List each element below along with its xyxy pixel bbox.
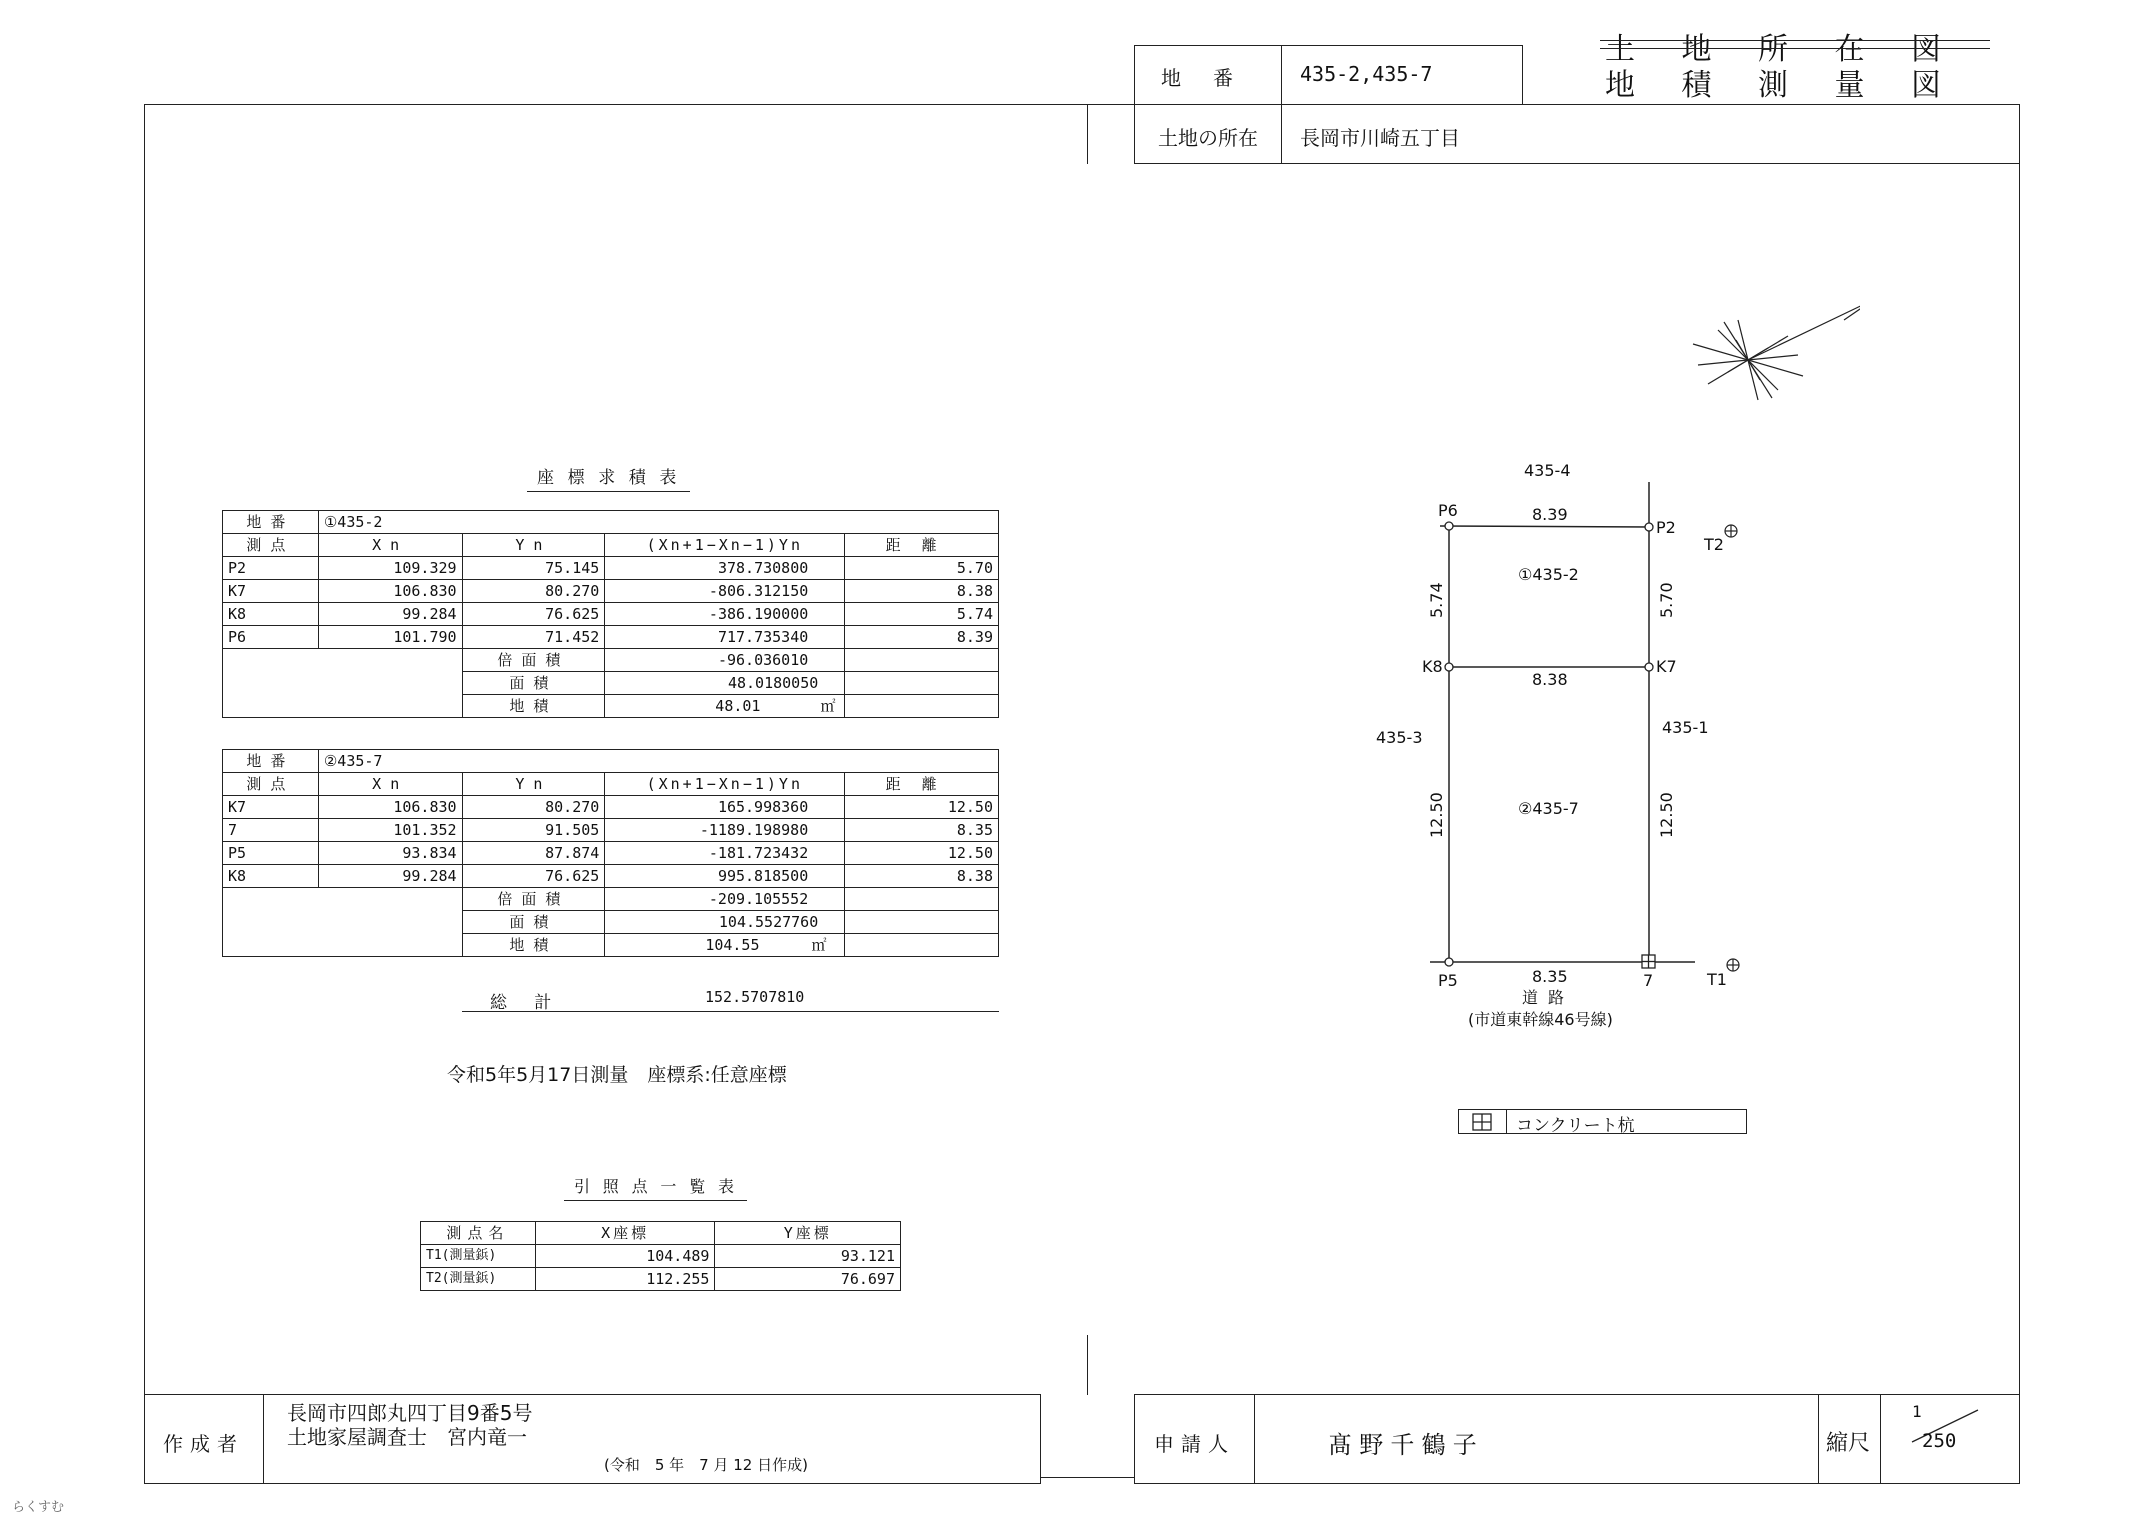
t2-empty — [845, 888, 999, 911]
maker-label: 作成者 — [163, 1432, 244, 1456]
t2-reference-mark-icon — [1725, 525, 1737, 537]
ref-h-name: 測点名 — [421, 1222, 536, 1245]
t2-d: 12.50 — [845, 796, 999, 819]
parcel-2-label: ②435-7 — [1518, 799, 1579, 818]
title-shozaizu: 土地所在図 — [1605, 32, 1988, 67]
maker-box — [144, 1394, 1041, 1484]
t1-v: 717.735340 — [605, 626, 845, 649]
t2-double-area: -209.105552 — [605, 888, 845, 911]
neighbor-left: 435-3 — [1376, 728, 1423, 747]
t1-y: 80.270 — [462, 580, 605, 603]
parcel-1-label: ①435-2 — [1518, 565, 1579, 584]
t2-double-area-label: 倍面積 — [462, 888, 605, 911]
maker-divider — [263, 1394, 264, 1484]
t2-d: 8.38 — [845, 865, 999, 888]
applicant-name: 髙野千鶴子 — [1328, 1431, 1484, 1459]
t1-area: 48.0180050 — [605, 672, 845, 695]
scale-label: 縮尺 — [1826, 1431, 1871, 1456]
t1-h-d: 距離 — [845, 534, 999, 557]
point-k7-marker — [1645, 663, 1653, 671]
t2-chiban-value: ②435-7 — [318, 750, 998, 773]
t1-pt: P2 — [223, 557, 319, 580]
t1-v: 378.730800 — [605, 557, 845, 580]
t1-chiseki: 48.01 — [715, 697, 761, 715]
t1-y: 71.452 — [462, 626, 605, 649]
center-tick-bottom — [1087, 1335, 1088, 1395]
t2-y: 80.270 — [462, 796, 605, 819]
dist-left-lower: 12.50 — [1427, 792, 1446, 838]
dist-mid: 8.38 — [1532, 670, 1568, 689]
ref-point-table — [420, 1221, 901, 1291]
concrete-stake-icon — [1472, 1113, 1492, 1131]
t1-chiseki-label: 地積 — [462, 695, 605, 718]
table-row — [223, 580, 999, 603]
maker-date: (令和 5 年 7 月 12 日作成) — [604, 1456, 808, 1474]
ref-y: 93.121 — [715, 1245, 901, 1268]
t1-pt: K8 — [223, 603, 319, 626]
ref-x: 112.255 — [535, 1268, 715, 1291]
t2-d: 8.35 — [845, 819, 999, 842]
t1-h-pt: 測点 — [223, 534, 319, 557]
coord-table-title: 座標求積表 — [527, 463, 690, 492]
t2-pt: K8 — [223, 865, 319, 888]
t1-chiban-label: 地番 — [223, 511, 319, 534]
t2-h-y: Yn — [462, 773, 605, 796]
t2-area-label: 面積 — [462, 911, 605, 934]
t1-x: 99.284 — [318, 603, 462, 626]
chiban-value: 435-2,435-7 — [1300, 62, 1433, 86]
t2-x: 101.352 — [318, 819, 462, 842]
total-value: 152.5707810 — [705, 988, 805, 1006]
legend-divider — [1506, 1109, 1507, 1134]
survey-note: 令和5年5月17日測量 座標系:任意座標 — [447, 1064, 787, 1086]
t2-pt: P5 — [223, 842, 319, 865]
t2-empty — [845, 934, 999, 957]
t2-pt: 7 — [223, 819, 319, 842]
table-row — [223, 865, 999, 888]
total-label: 総計 — [490, 993, 579, 1013]
t1-d: 8.38 — [845, 580, 999, 603]
t2-v: 995.818500 — [605, 865, 845, 888]
t1-v: -806.312150 — [605, 580, 845, 603]
ref-h-y: Y座標 — [715, 1222, 901, 1245]
t2-y: 76.625 — [462, 865, 605, 888]
north-arrow-icon — [1693, 300, 1860, 400]
scale-divider-1 — [1818, 1394, 1819, 1484]
point-p6-marker — [1445, 522, 1453, 530]
ref-name: T1(測量鋲) — [421, 1245, 536, 1268]
coord-table-1 — [222, 510, 999, 718]
dist-top: 8.39 — [1532, 505, 1568, 524]
t2-y: 91.505 — [462, 819, 605, 842]
ref-y: 76.697 — [715, 1268, 901, 1291]
center-tick-top — [1087, 104, 1088, 164]
neighbor-right: 435-1 — [1662, 718, 1709, 737]
table-row — [421, 1245, 901, 1268]
coord-table-2 — [222, 749, 999, 957]
label-t1: T1 — [1707, 970, 1727, 989]
applicant-divider — [1254, 1394, 1255, 1484]
total-underline — [462, 1011, 999, 1012]
t2-h-v: (Xn+1−Xn−1)Yn — [605, 773, 845, 796]
dist-left-upper: 5.74 — [1427, 582, 1446, 618]
t2-chiseki: 104.55 — [705, 936, 760, 954]
road-name: (市道東幹線46号線) — [1468, 1010, 1613, 1029]
location-value: 長岡市川崎五丁目 — [1300, 126, 1460, 150]
t1-double-area-label: 倍面積 — [462, 649, 605, 672]
maker-address: 長岡市四郎丸四丁目9番5号 — [287, 1401, 533, 1425]
t2-x: 99.284 — [318, 865, 462, 888]
t1-pt: P6 — [223, 626, 319, 649]
t1-empty — [845, 695, 999, 718]
location-divider — [1281, 104, 1282, 164]
t1-d: 5.74 — [845, 603, 999, 626]
t2-y: 87.874 — [462, 842, 605, 865]
t1-d: 5.70 — [845, 557, 999, 580]
title-strike-1 — [1600, 40, 1990, 41]
label-k8: K8 — [1422, 657, 1443, 676]
t1-h-v: (Xn+1−Xn−1)Yn — [605, 534, 845, 557]
table-row — [421, 1268, 901, 1291]
t1-chiseki-cell — [605, 695, 845, 718]
table-row — [223, 626, 999, 649]
title-chiseki: 地積測量図 — [1605, 68, 1988, 103]
t1-double-area: -96.036010 — [605, 649, 845, 672]
table-row — [223, 842, 999, 865]
t1-reference-mark-icon — [1727, 959, 1739, 971]
applicant-box — [1134, 1394, 2020, 1484]
t2-x: 93.834 — [318, 842, 462, 865]
scale-divider-2 — [1880, 1394, 1881, 1484]
point-k8-marker — [1445, 663, 1453, 671]
ref-table-title: 引照点一覧表 — [564, 1174, 747, 1201]
scale-numerator: 1 — [1912, 1402, 1922, 1421]
road-label: 道路 — [1522, 988, 1575, 1007]
point-p2-marker — [1645, 523, 1653, 531]
t2-h-d: 距離 — [845, 773, 999, 796]
t1-v: -386.190000 — [605, 603, 845, 626]
t2-x: 106.830 — [318, 796, 462, 819]
t1-unit: ㎡ — [820, 697, 836, 715]
t2-v: 165.998360 — [605, 796, 845, 819]
parcel-plan — [1300, 270, 1860, 1070]
t1-x: 101.790 — [318, 626, 462, 649]
t2-d: 12.50 — [845, 842, 999, 865]
t2-pt: K7 — [223, 796, 319, 819]
t2-area: 104.5527760 — [605, 911, 845, 934]
table-row — [223, 557, 999, 580]
label-p5: P5 — [1438, 971, 1458, 990]
t2-v: -181.723432 — [605, 842, 845, 865]
location-label: 土地の所在 — [1158, 126, 1258, 150]
location-box — [1134, 104, 2020, 164]
t2-v: -1189.198980 — [605, 819, 845, 842]
t1-y: 76.625 — [462, 603, 605, 626]
t2-h-x: Xn — [318, 773, 462, 796]
t2-blank — [223, 888, 463, 957]
applicant-label: 申請人 — [1154, 1432, 1235, 1456]
chiban-label: 地番 — [1161, 66, 1265, 90]
label-p6: P6 — [1438, 501, 1458, 520]
scale-denominator: 250 — [1922, 1430, 1957, 1452]
t2-chiseki-label: 地積 — [462, 934, 605, 957]
label-7: 7 — [1643, 971, 1654, 990]
t1-empty — [845, 672, 999, 695]
dist-right-lower: 12.50 — [1657, 792, 1676, 838]
t2-empty — [845, 911, 999, 934]
t1-y: 75.145 — [462, 557, 605, 580]
t1-h-y: Yn — [462, 534, 605, 557]
t1-pt: K7 — [223, 580, 319, 603]
ref-h-x: X座標 — [535, 1222, 715, 1245]
ref-name: T2(測量鋲) — [421, 1268, 536, 1291]
t1-chiban-value: ①435-2 — [318, 511, 998, 534]
t1-x: 106.830 — [318, 580, 462, 603]
label-k7: K7 — [1656, 657, 1677, 676]
t1-blank — [223, 649, 463, 718]
table-row — [223, 819, 999, 842]
maker-name: 土地家屋調査士 宮内竜一 — [287, 1425, 527, 1449]
table-row — [223, 603, 999, 626]
label-t2: T2 — [1704, 535, 1724, 554]
t1-x: 109.329 — [318, 557, 462, 580]
neighbor-top: 435-4 — [1524, 461, 1571, 480]
t2-chiban-label: 地番 — [223, 750, 319, 773]
t2-chiseki-cell — [605, 934, 845, 957]
dist-bottom: 8.35 — [1532, 967, 1568, 986]
t2-unit: ㎡ — [811, 936, 827, 954]
t1-h-x: Xn — [318, 534, 462, 557]
t2-h-pt: 測点 — [223, 773, 319, 796]
ref-x: 104.489 — [535, 1245, 715, 1268]
table-row — [223, 796, 999, 819]
point-p5-marker — [1445, 958, 1453, 966]
t1-area-label: 面積 — [462, 672, 605, 695]
chiban-divider — [1281, 45, 1282, 105]
t1-d: 8.39 — [845, 626, 999, 649]
title-strike-2 — [1600, 48, 1990, 49]
label-p2: P2 — [1656, 518, 1676, 537]
dist-right-upper: 5.70 — [1657, 582, 1676, 618]
watermark: らくすむ — [12, 1500, 65, 1515]
t1-empty — [845, 649, 999, 672]
legend-label: コンクリート杭 — [1516, 1116, 1635, 1136]
